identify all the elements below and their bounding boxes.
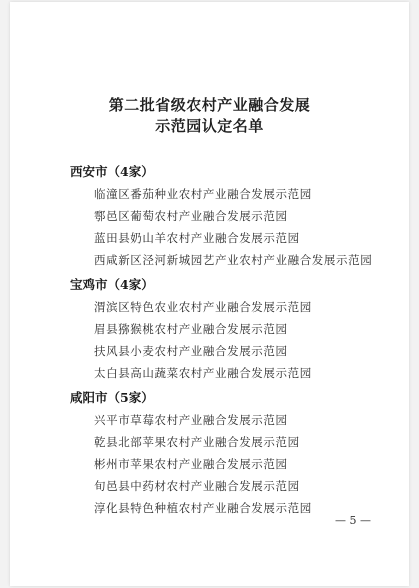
list-item: 蓝田县奶山羊农村产业融合发展示范园 xyxy=(94,231,300,245)
list-item: 兴平市草莓农村产业融合发展示范园 xyxy=(94,413,288,427)
list-item: 渭滨区特色农业农村产业融合发展示范园 xyxy=(94,300,312,314)
document-title-line2: 示范园认定名单 xyxy=(155,117,264,135)
list-item: 旬邑县中药材农村产业融合发展示范园 xyxy=(94,479,300,493)
list-item: 彬州市苹果农村产业融合发展示范园 xyxy=(94,457,288,471)
list-item: 鄠邑区葡萄农村产业融合发展示范园 xyxy=(94,209,288,223)
list-item: 扶风县小麦农村产业融合发展示范园 xyxy=(94,344,288,358)
document-title-line1: 第二批省级农村产业融合发展 xyxy=(108,96,311,114)
list-item: 淳化县特色种植农村产业融合发展示范园 xyxy=(94,501,312,515)
list-item: 临潼区番茄种业农村产业融合发展示范园 xyxy=(94,187,312,201)
section-heading-xian: 西安市（4家） xyxy=(70,164,154,179)
list-item: 眉县猕猴桃农村产业融合发展示范园 xyxy=(94,322,288,336)
section-heading-xianyang: 咸阳市（5家） xyxy=(70,390,154,405)
section-heading-baoji: 宝鸡市（4家） xyxy=(70,277,154,292)
list-item: 乾县北部苹果农村产业融合发展示范园 xyxy=(94,435,300,449)
list-item: 太白县高山蔬菜农村产业融合发展示范园 xyxy=(94,366,312,380)
page-number: — 5 — xyxy=(335,514,371,527)
document-page xyxy=(10,2,409,586)
list-item: 西咸新区泾河新城园艺产业农村产业融合发展示范园 xyxy=(94,253,373,267)
